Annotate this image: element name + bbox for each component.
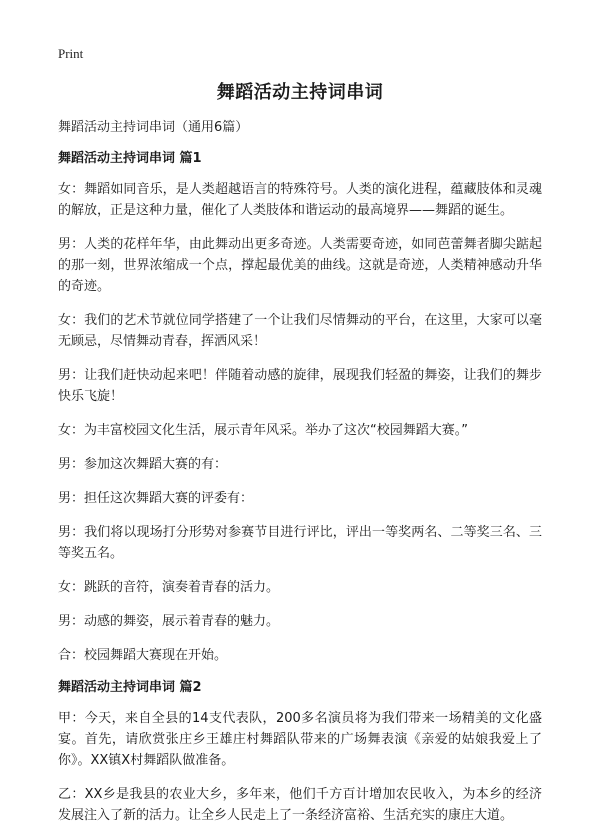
paragraph: 男：动感的舞姿，展示着青春的魅力。 xyxy=(58,614,280,629)
print-link[interactable]: Print xyxy=(58,46,84,61)
paragraph: 甲：今天，来自全县的14支代表队，200多名演员将为我们带来一场精美的文化盛宴。首先，请欣赏张庄乡王雄庄村舞蹈队带来的广场舞表演《亲爱的姑娘我爱上了你》。XX镇X村舞蹈队做准备。 xyxy=(58,711,542,768)
section-1 xyxy=(58,150,542,666)
paragraph: 女：我们的艺术节就位同学搭建了一个让我们尽情舞动的平台，在这里，大家可以毫无顾忌，尽情舞动青春，挥洒风采！ xyxy=(58,313,542,349)
section-heading: 舞蹈活动主持词串词 篇2 xyxy=(58,680,202,695)
paragraph: 男：人类的花样年华，由此舞动出更多奇迹。人类需要奇迹，如同芭蕾舞者脚尖踮起的那一刻，世界浓缩成一个点，撑起最优美的曲线。这就是奇迹，人类精神感动升华的奇迹。 xyxy=(58,237,542,294)
document-title: 舞蹈活动主持词串词 xyxy=(216,82,384,103)
paragraph: 男：参加这次舞蹈大赛的有： xyxy=(58,457,228,472)
paragraph: 男：让我们赶快动起来吧！伴随着动感的旋律，展现我们轻盈的舞姿，让我们的舞步快乐飞旋！ xyxy=(58,368,542,404)
paragraph: 女：跳跃的音符，演奏着青春的活力。 xyxy=(58,580,280,595)
section-2 xyxy=(58,679,542,826)
paragraph: 女：为丰富校园文化生活，展示青年风采。举办了这次“校园舞蹈大赛。” xyxy=(58,423,468,438)
paragraph: 女：舞蹈如同音乐，是人类超越语言的特殊符号。人类的演化进程，蕴藏肢体和灵魂的解放，正是这种力量，催化了人类肢体和谐运动的最高境界——舞蹈的诞生。 xyxy=(58,182,542,218)
paragraph: 男：我们将以现场打分形势对参赛节目进行评比，评出一等奖两名、二等奖三名、三等奖五名。 xyxy=(58,525,542,561)
paragraph: 合：校园舞蹈大赛现在开始。 xyxy=(58,648,228,663)
document-subtitle: 舞蹈活动主持词串词（通用6篇） xyxy=(58,120,249,135)
paragraph: 男：担任这次舞蹈大赛的评委有： xyxy=(58,491,254,506)
section-heading: 舞蹈活动主持词串词 篇1 xyxy=(58,151,202,166)
paragraph: 乙：XX乡是我县的农业大乡，多年来，他们千方百计增加农民收入，为本乡的经济发展注入了新的活力。让全乡人民走上了一条经济富裕、生活充实的康庄大道。 xyxy=(58,787,542,823)
